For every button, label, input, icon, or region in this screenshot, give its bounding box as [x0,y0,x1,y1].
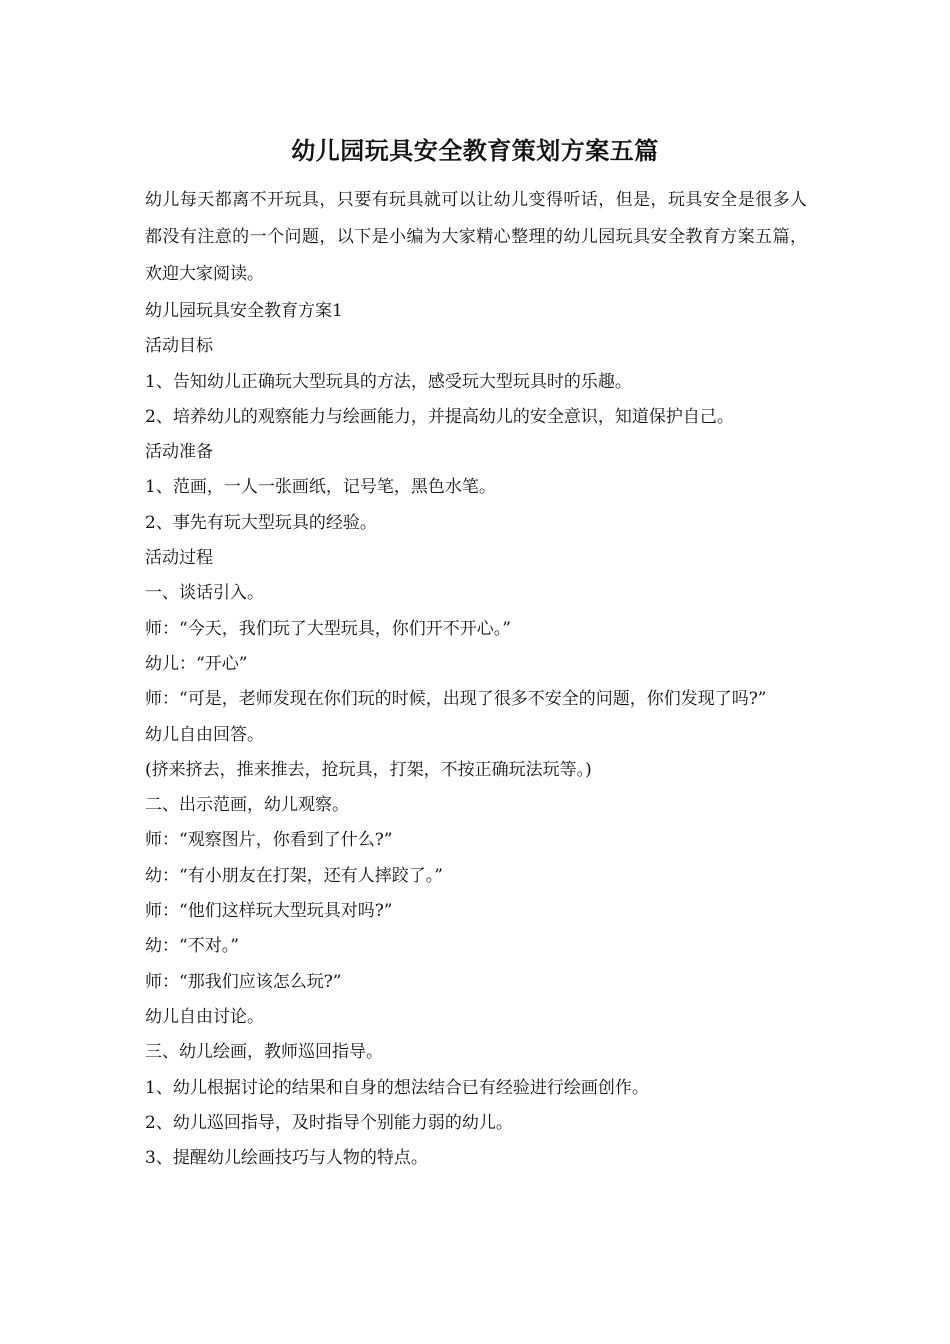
dialogue-line: 师：“他们这样玩大型玩具对吗?” [145,901,393,922]
paragraph: 幼儿自由回答。 [145,724,264,745]
list-item: 2、培养幼儿的观察能力与绘画能力，并提高幼儿的安全意识，知道保护自己。 [145,406,734,427]
dialogue-line: 幼：“有小朋友在打架，还有人摔跤了。” [145,865,443,886]
list-item: 2、事先有玩大型玩具的经验。 [145,512,377,533]
paragraph: 幼儿自由讨论。 [145,1006,264,1027]
dialogue-line: 师：“那我们应该怎么玩?” [145,971,342,992]
list-item: 1、范画，一人一张画纸，记号笔，黑色水笔。 [145,477,496,498]
list-item: 1、告知幼儿正确玩大型玩具的方法，感受玩大型玩具时的乐趣。 [145,371,632,392]
dialogue-line: 师：“今天，我们玩了大型玩具，你们开不开心。” [145,618,511,639]
dialogue-line: 幼儿：“开心” [145,653,248,674]
section-heading: 幼儿园玩具安全教育方案1 [145,301,343,321]
intro-paragraph: 幼儿每天都离不开玩具，只要有玩具就可以让幼儿变得听话，但是，玩具安全是很多人都没有注意的一个问题，以下是小编为大家精心整理的幼儿园玩具安全教育方案五篇，欢迎大家阅读。 [145,190,807,284]
list-item: 3、提醒幼儿绘画技巧与人物的特点。 [145,1148,428,1169]
dialogue-line: 师：“观察图片，你看到了什么?” [145,830,393,851]
subsection-heading: 活动目标 [145,336,213,357]
paragraph: (挤来挤去，推来推去，抢玩具，打架，不按正确玩法玩等。) [145,759,592,780]
list-item: 1、幼儿根据讨论的结果和自身的想法结合已有经验进行绘画创作。 [145,1077,649,1098]
step-heading: 三、幼儿绘画，教师巡回指导。 [145,1042,383,1063]
step-heading: 一、谈话引入。 [145,583,264,604]
subsection-heading: 活动过程 [145,548,213,569]
document-body [145,182,807,1176]
subsection-heading: 活动准备 [145,442,213,463]
dialogue-line: 幼：“不对。” [145,936,239,957]
step-heading: 二、出示范画，幼儿观察。 [145,795,349,816]
list-item: 2、幼儿巡回指导，及时指导个别能力弱的幼儿。 [145,1112,513,1133]
dialogue-line: 师：“可是，老师发现在你们玩的时候，出现了很多不安全的问题，你们发现了吗?” [145,689,767,710]
document-title: 幼儿园玩具安全教育策划方案五篇 [291,136,659,165]
